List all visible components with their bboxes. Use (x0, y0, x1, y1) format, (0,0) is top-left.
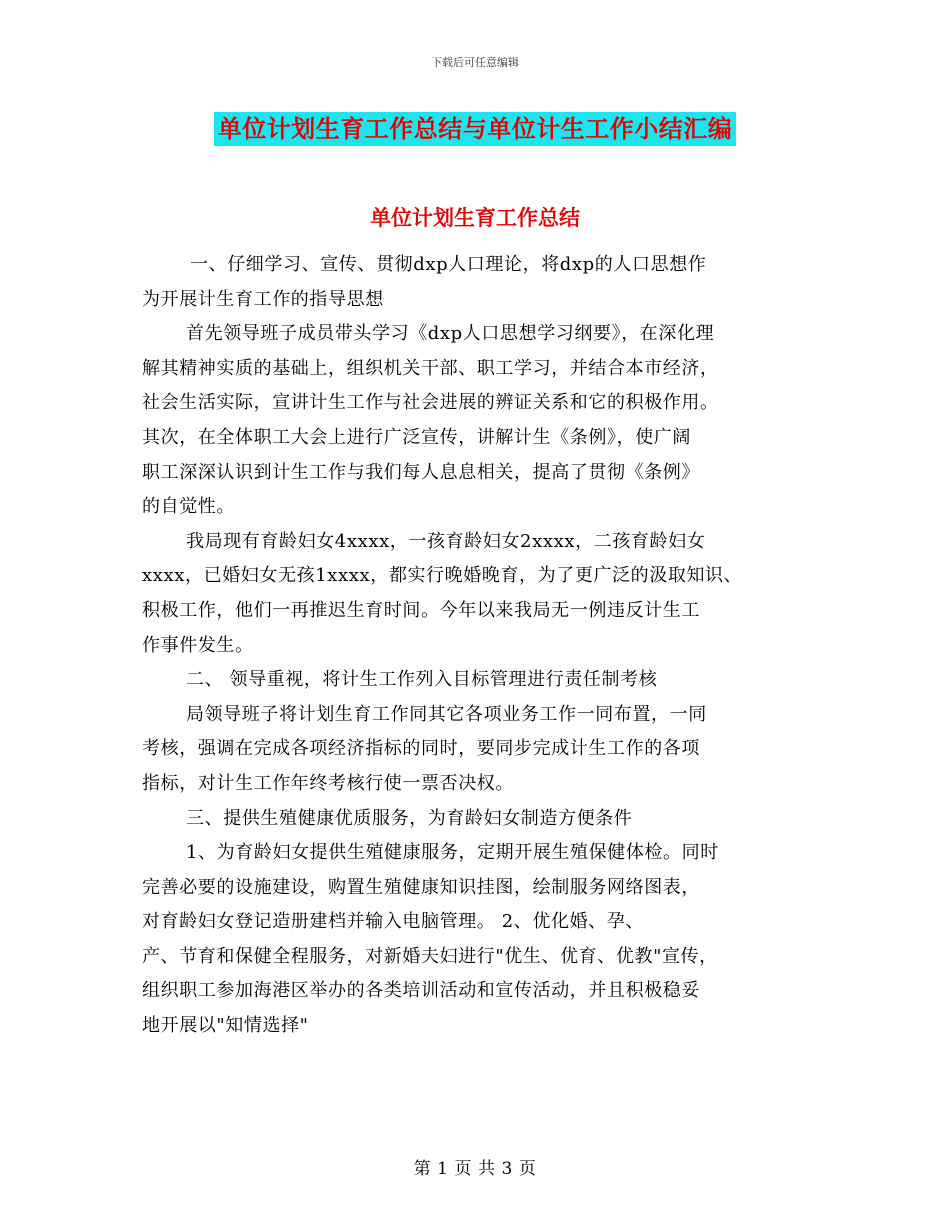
page-prefix: 第 (413, 1159, 432, 1179)
total-pages: 3 (501, 1159, 513, 1179)
body-line: 1、为育龄妇女提供生殖健康服务，定期开展生殖保健体检。同时 (186, 842, 719, 864)
body-line: 首先领导班子成员带头学习《dxp人口思想学习纲要》，在深化理 (186, 323, 715, 345)
body-line: 对育龄妇女登记造册建档并输入电脑管理。 2、优化婚、孕、 (142, 911, 644, 933)
body-line: 三、提供生殖健康优质服务，为育龄妇女制造方便条件 (186, 807, 633, 829)
body-line: 解其精神实质的基础上，组织机关干部、职工学习，并结合本市经济， (142, 357, 719, 379)
body-line: 局领导班子将计划生育工作同其它各项业务工作一同布置，一同 (186, 703, 707, 725)
body-line: 一、仔细学习、宣传、贯彻dxp人口理论，将dxp的人口思想作 (190, 254, 707, 275)
body-line: 指标，对计生工作年终考核行使一票否决权。 (142, 772, 514, 794)
body-line: 社会生活实际，宣讲计生工作与社会进展的辨证关系和它的积极作用。 (142, 392, 719, 414)
page-footer (0, 1154, 950, 1179)
main-title-wrap (0, 112, 950, 146)
body-line: 职工深深认识到计生工作与我们每人息息相关，提高了贯彻《条例》 (142, 461, 700, 483)
body-line: 作事件发生。 (142, 634, 254, 656)
body-line: 二、 领导重视，将计生工作列入目标管理进行责任制考核 (186, 669, 658, 691)
page-suffix: 页 (518, 1159, 537, 1179)
body-line: 地开展以"知情选择" (142, 1015, 309, 1037)
body-line: 积极工作，他们一再推迟生育时间。今年以来我局无一例违反计生工 (142, 599, 700, 621)
main-title: 单位计划生育工作总结与单位计生工作小结汇编 (214, 112, 737, 146)
total-prefix: 共 (478, 1159, 496, 1179)
page-mid: 页 (454, 1159, 472, 1179)
page-header-note: 下载后可任意编辑 (431, 56, 519, 69)
body-line: 考核，强调在完成各项经济指标的同时，要同步完成计生工作的各项 (142, 738, 700, 760)
section-title: 单位计划生育工作总结 (370, 206, 580, 230)
body-line: 组织职工参加海港区举办的各类培训活动和宣传活动，并且积极稳妥 (142, 980, 700, 1002)
document-body (142, 248, 832, 1044)
body-line: xxxx，已婚妇女无孩1xxxx，都实行晚婚晚育，为了更广泛的汲取知识、 (142, 565, 743, 587)
body-line: 的自觉性。 (142, 496, 235, 518)
body-line: 我局现有育龄妇女4xxxx，一孩育龄妇女2xxxx，二孩育龄妇女 (186, 530, 706, 552)
body-line: 完善必要的设施建设，购置生殖健康知识挂图，绘制服务网络图表， (142, 876, 700, 898)
body-line: 其次，在全体职工大会上进行广泛宣传，讲解计生《条例》，使广阔 (142, 426, 691, 448)
body-line: 产、节育和保健全程服务，对新婚夫妇进行"优生、优育、优教"宣传， (142, 945, 718, 967)
body-line: 为开展计生育工作的指导思想 (142, 288, 384, 310)
page-number: 1 (437, 1159, 449, 1179)
